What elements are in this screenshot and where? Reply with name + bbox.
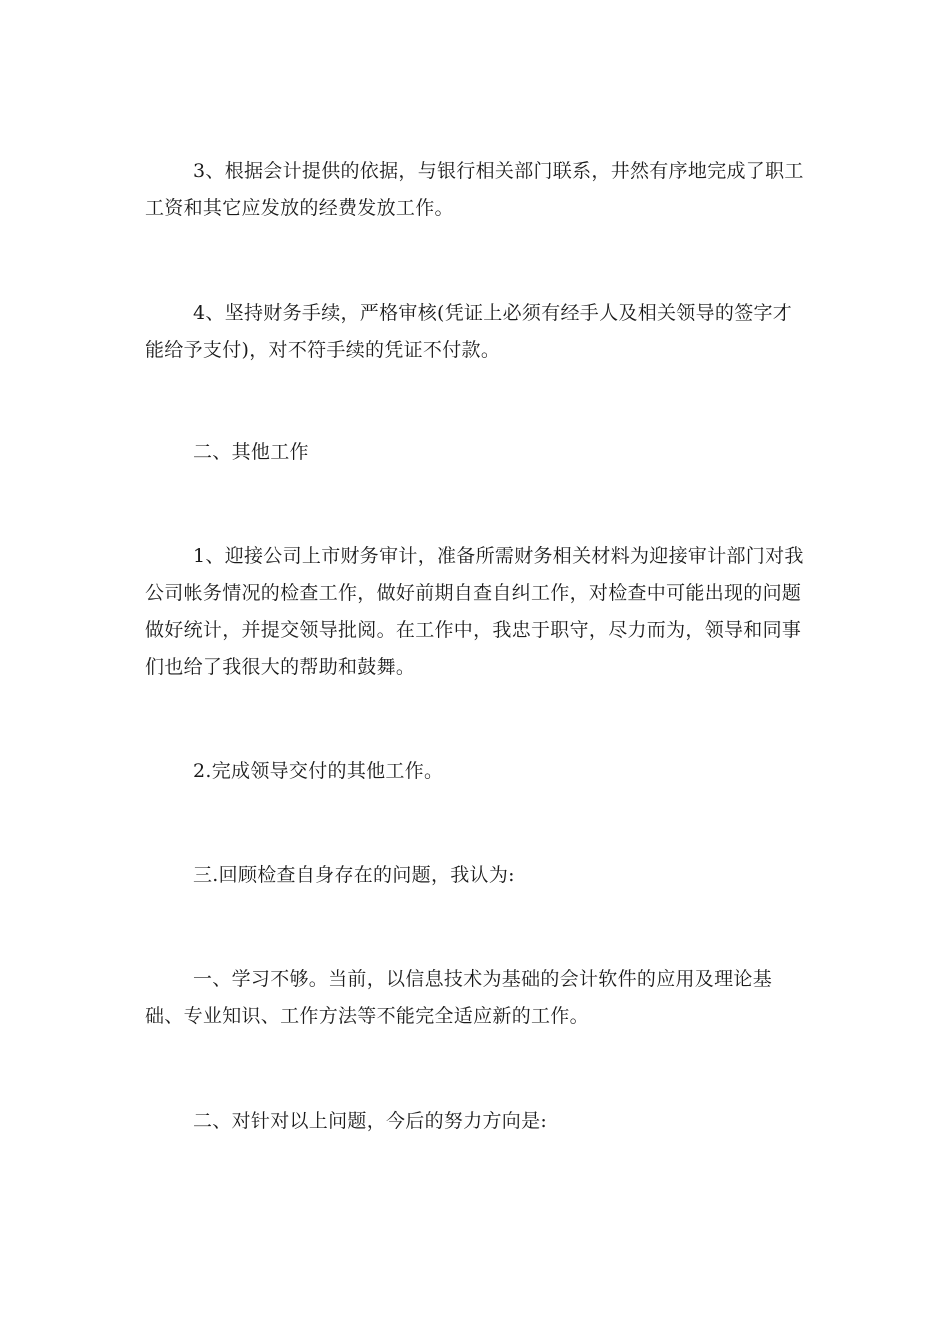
paragraph-insufficient-learning: 一、学习不够。当前，以信息技术为基础的会计软件的应用及理论基础、专业知识、工作方法等不能完全适应新的工作。: [145, 968, 773, 1027]
paragraph-salary-payment: 3、根据会计提供的依据，与银行相关部门联系，井然有序地完成了职工工资和其它应发放的经费发放工作。: [145, 160, 804, 219]
paragraph-strict-audit: 4、坚持财务手续，严格审核(凭证上必须有经手人及相关领导的签字才能给予支付)，对不符手续的凭证不付款。: [145, 302, 793, 361]
paragraph-other-tasks: 2.完成领导交付的其他工作。: [193, 760, 444, 782]
section-heading-other-work: 二、其他工作: [193, 441, 309, 463]
paragraph-listing-audit: 1、迎接公司上市财务审计，准备所需财务相关材料为迎接审计部门对我公司帐务情况的检查工作，做好前期自查自纠工作，对检查中可能出现的问题做好统计，并提交领导批阅。在工作中，我忠于职守，尽力而为，领导和同事们也给了我很大的帮助和鼓舞。: [145, 545, 804, 678]
paragraph-future-direction: 二、对针对以上问题，今后的努力方向是:: [193, 1110, 548, 1132]
section-heading-self-review: 三.回顾检查自身存在的问题，我认为:: [193, 864, 515, 886]
